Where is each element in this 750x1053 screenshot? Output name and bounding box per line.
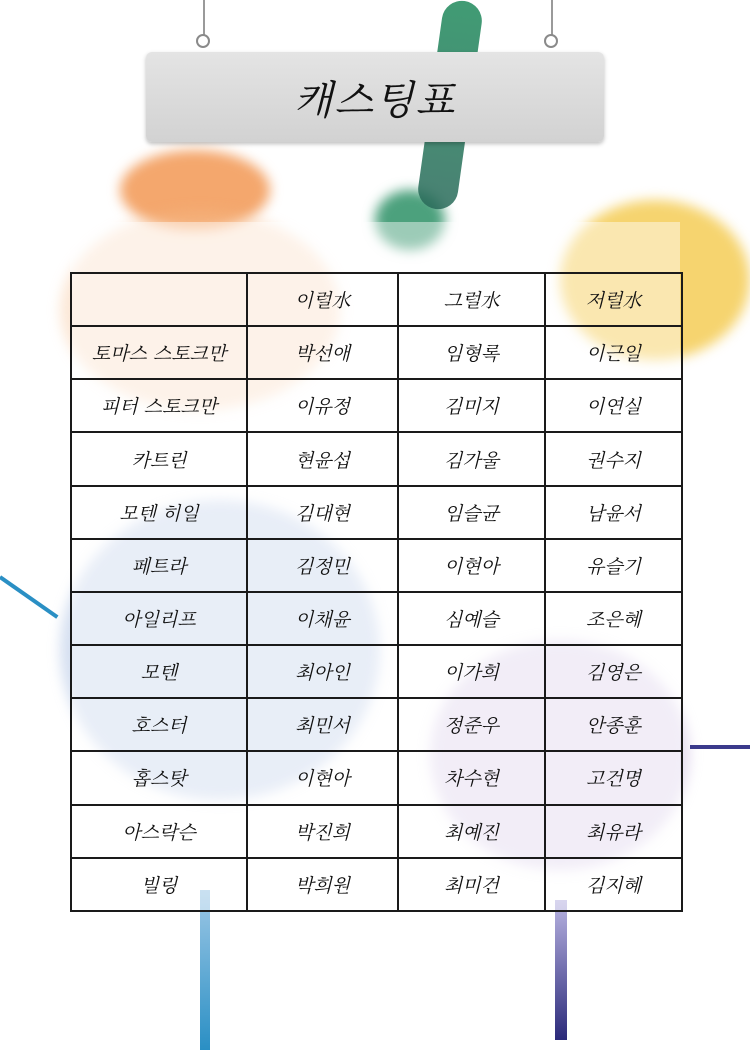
actor-cell: 권수지 [545,432,682,485]
actor-cell: 김대현 [247,486,398,539]
actor-cell: 최예진 [398,805,545,858]
actor-cell: 김가울 [398,432,545,485]
actor-cell: 박진희 [247,805,398,858]
table-row [71,645,682,698]
actor-cell: 이채윤 [247,592,398,645]
actor-cell: 고건명 [545,751,682,804]
role-cell: 빌링 [71,858,247,911]
title-sign [146,52,604,142]
blue-streak [0,575,58,618]
role-cell: 피터 스토크만 [71,379,247,432]
actor-cell: 김정민 [247,539,398,592]
table-row [71,539,682,592]
actor-cell: 박희원 [247,858,398,911]
role-cell: 호스터 [71,698,247,751]
actor-cell: 이근일 [545,326,682,379]
role-cell: 모텐 히일 [71,486,247,539]
role-cell: 홉스탓 [71,751,247,804]
actor-cell: 정준우 [398,698,545,751]
casting-table [70,272,683,912]
sign-wire-right [551,0,553,36]
navy-streak [690,745,750,749]
actor-cell: 이연실 [545,379,682,432]
table-row [71,486,682,539]
actor-cell: 유슬기 [545,539,682,592]
header-cell-team-2: 그럴水 [398,273,545,326]
sign-wire-left [203,0,205,36]
actor-cell: 이유정 [247,379,398,432]
sign-ring-right [544,34,558,48]
role-cell: 아스락슨 [71,805,247,858]
role-cell: 페트라 [71,539,247,592]
header-cell-team-3: 저럴水 [545,273,682,326]
actor-cell: 조은혜 [545,592,682,645]
actor-cell: 박선애 [247,326,398,379]
role-cell: 아일리프 [71,592,247,645]
actor-cell: 최아인 [247,645,398,698]
header-cell-role [71,273,247,326]
table-row [71,698,682,751]
actor-cell: 이현아 [247,751,398,804]
table-row [71,858,682,911]
actor-cell: 최유라 [545,805,682,858]
page-title: 캐스팅표 [293,77,457,124]
header-cell-team-1: 이럴水 [247,273,398,326]
navy-drip [555,900,567,1040]
sign-ring-left [196,34,210,48]
actor-cell: 심예슬 [398,592,545,645]
actor-cell: 최미건 [398,858,545,911]
actor-cell: 이가희 [398,645,545,698]
table-row [71,432,682,485]
role-cell: 카트린 [71,432,247,485]
actor-cell: 남윤서 [545,486,682,539]
actor-cell: 김미지 [398,379,545,432]
table-row [71,592,682,645]
actor-cell: 차수현 [398,751,545,804]
actor-cell: 이현아 [398,539,545,592]
table-row [71,379,682,432]
actor-cell: 임슬균 [398,486,545,539]
table-row [71,805,682,858]
blue-drip-left [200,890,210,1050]
header-row [71,273,682,326]
actor-cell: 김지혜 [545,858,682,911]
table-row [71,326,682,379]
actor-cell: 안종훈 [545,698,682,751]
table-row [71,751,682,804]
actor-cell: 최민서 [247,698,398,751]
actor-cell: 임형록 [398,326,545,379]
actor-cell: 현윤섭 [247,432,398,485]
actor-cell: 김영은 [545,645,682,698]
role-cell: 모텐 [71,645,247,698]
role-cell: 토마스 스토크만 [71,326,247,379]
